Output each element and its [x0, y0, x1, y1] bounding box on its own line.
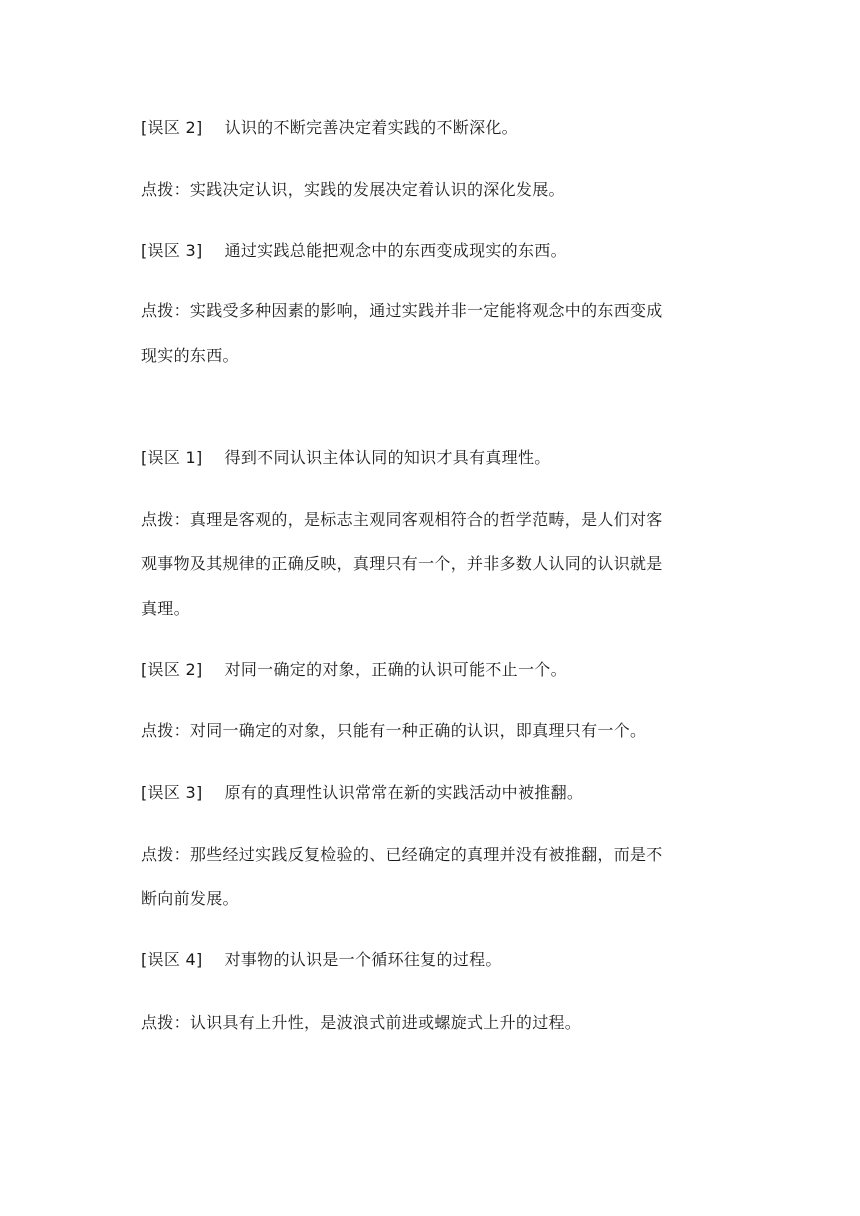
- hint-line: 观事物及其规律的正确反映，真理只有一个，并非多数人认同的认识就是: [141, 554, 663, 573]
- hint-line: 真理。: [141, 599, 190, 618]
- misconception-statement: [141, 448, 731, 468]
- misconception-text: 原有的真理性认识常常在新的实践活动中被推翻。: [224, 783, 584, 802]
- misconception-tag: [误区 4]: [141, 950, 203, 969]
- misconception-tag: [误区 3]: [141, 241, 203, 260]
- hint-line: 点拨：那些经过实践反复检验的、已经确定的真理并没有被推翻，而是不: [141, 845, 663, 864]
- hint-line: 现实的东西。: [141, 346, 239, 365]
- misconception-text: 对同一确定的对象，正确的认识可能不止一个。: [224, 660, 567, 679]
- misconception-statement: [141, 783, 731, 803]
- hint-line: 点拨：真理是客观的，是标志主观同客观相符合的哲学范畴，是人们对客: [141, 510, 663, 529]
- misconception-tag: [误区 3]: [141, 783, 203, 802]
- misconception-statement: [141, 118, 731, 138]
- misconception-text: 通过实践总能把观念中的东西变成现实的东西。: [224, 241, 567, 260]
- misconception-tag: [误区 2]: [141, 118, 203, 137]
- misconception-tag: [误区 1]: [141, 448, 203, 467]
- hint-line: 点拨：实践受多种因素的影响，通过实践并非一定能将观念中的东西变成: [141, 301, 663, 320]
- misconception-statement: [141, 241, 731, 261]
- misconception-text: 得到不同认识主体认同的知识才具有真理性。: [224, 448, 551, 467]
- misconception-tag: [误区 2]: [141, 660, 203, 679]
- misconception-text: 对事物的认识是一个循环往复的过程。: [224, 950, 502, 969]
- misconception-statement: [141, 660, 731, 680]
- hint-line: 断向前发展。: [141, 889, 239, 908]
- misconception-text: 认识的不断完善决定着实践的不断深化。: [224, 118, 518, 137]
- hint-line: 点拨：对同一确定的对象，只能有一种正确的认识，即真理只有一个。: [141, 721, 647, 740]
- hint-line: 点拨：实践决定认识，实践的发展决定着认识的深化发展。: [141, 180, 565, 199]
- hint-line: 点拨：认识具有上升性，是波浪式前进或螺旋式上升的过程。: [141, 1013, 582, 1032]
- misconception-statement: [141, 950, 731, 970]
